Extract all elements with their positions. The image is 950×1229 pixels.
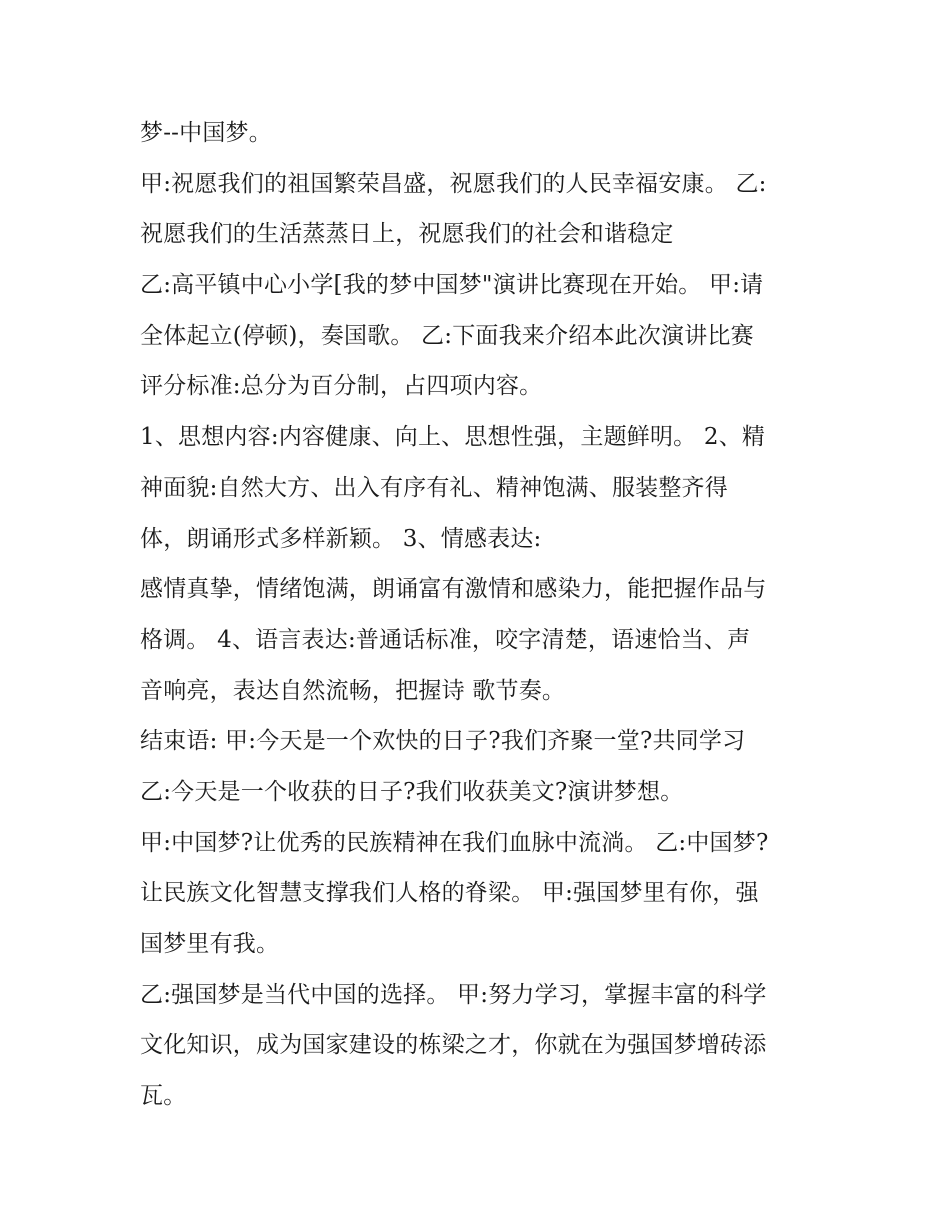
- text-line: 乙:今天是一个收获的日子?我们收获美文?演讲梦想。: [140, 778, 684, 805]
- text-line: 1、思想内容:内容健康、向上、思想性强，主题鲜明。 2、精: [140, 424, 766, 451]
- text-line: 让民族文化智慧支撑我们人格的脊梁。 甲:强国梦里有你，强: [140, 880, 759, 907]
- text-line: 祝愿我们的生活蒸蒸日上，祝愿我们的社会和谐稳定: [140, 221, 674, 248]
- text-line: 甲:祝愿我们的祖国繁荣昌盛，祝愿我们的人民幸福安康。 乙:: [140, 170, 767, 197]
- text-line: 乙:高平镇中心小学[我的梦中国梦"演讲比赛现在开始。 甲:请: [140, 272, 764, 299]
- text-line: 乙:强国梦是当代中国的选择。 甲:努力学习，掌握丰富的科学: [140, 981, 767, 1008]
- text-line: 评分标准:总分为百分制，占四项内容。: [140, 373, 543, 400]
- text-line: 感情真挚，情绪饱满，朗诵富有激情和感染力，能把握作品与: [140, 576, 767, 603]
- text-line: 音响亮，表达自然流畅，把握诗 歌节奏。: [140, 677, 566, 704]
- text-line: 体，朗诵形式多样新颖。 3、情感表达:: [140, 525, 542, 552]
- text-line: 结束语: 甲:今天是一个欢快的日子?我们齐聚一堂?共同学习: [140, 728, 746, 755]
- text-line: 瓦。: [140, 1083, 187, 1110]
- text-line: 甲:中国梦?让优秀的民族精神在我们血脉中流淌。 乙:中国梦?: [140, 829, 769, 856]
- text-line: 神面貌:自然大方、出入有序有礼、精神饱满、服装整齐得: [140, 474, 728, 501]
- body-text: [140, 108, 830, 1122]
- text-line: 文化知识，成为国家建设的栋梁之才，你就在为强国梦增砖添: [140, 1032, 767, 1059]
- text-line: 全体起立(停顿)，奏国歌。 乙:下面我来介绍本此次演讲比赛: [140, 322, 754, 349]
- text-line: 梦--中国梦。: [140, 120, 272, 146]
- text-line: 格调。 4、语言表达:普通话标准，咬字清楚，语速恰当、声: [140, 626, 751, 653]
- text-line: 国梦里有我。: [140, 931, 280, 957]
